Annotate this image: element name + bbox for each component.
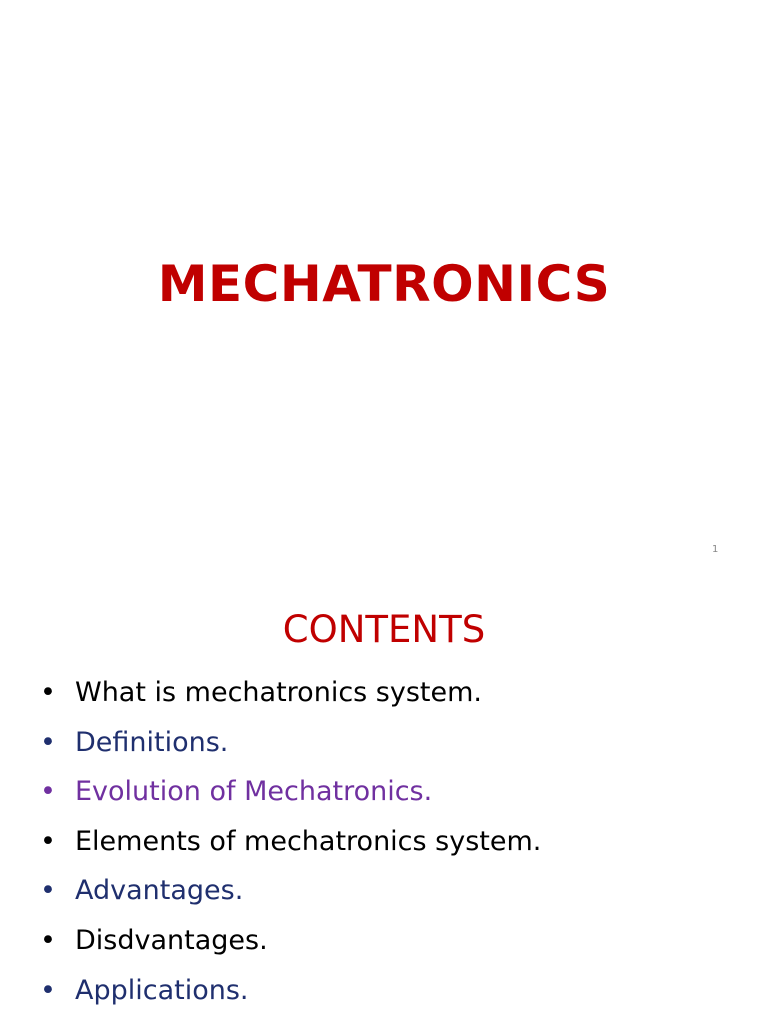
bullet-icon: • <box>40 825 56 857</box>
list-item-text: What is mechatronics system. <box>75 677 483 708</box>
list-item <box>40 966 541 1016</box>
bullet-icon: • <box>40 924 56 956</box>
bullet-icon: • <box>40 726 56 758</box>
list-item-text: Applications. <box>75 974 249 1006</box>
contents-slide <box>0 576 768 1024</box>
bullet-icon: • <box>40 776 56 808</box>
list-item-text: Definitions. <box>75 726 229 758</box>
page-number: 1 <box>712 544 719 555</box>
bullet-icon: • <box>40 677 56 708</box>
bullet-icon: • <box>40 875 56 907</box>
contents-list <box>40 668 541 1015</box>
list-item <box>40 916 541 966</box>
list-item <box>40 817 541 867</box>
list-item-text: Advantages. <box>75 875 244 907</box>
bullet-icon: • <box>40 974 56 1006</box>
list-item <box>40 668 541 718</box>
contents-heading: CONTENTS <box>282 608 486 651</box>
list-item <box>40 718 541 768</box>
slide-title: MECHATRONICS <box>157 255 611 313</box>
list-item-text: Evolution of Mechatronics. <box>75 776 433 808</box>
list-item-text: Elements of mechatronics system. <box>75 825 542 857</box>
list-item <box>40 767 541 817</box>
list-item <box>40 866 541 916</box>
list-item-text: Disdvantages. <box>75 924 268 956</box>
